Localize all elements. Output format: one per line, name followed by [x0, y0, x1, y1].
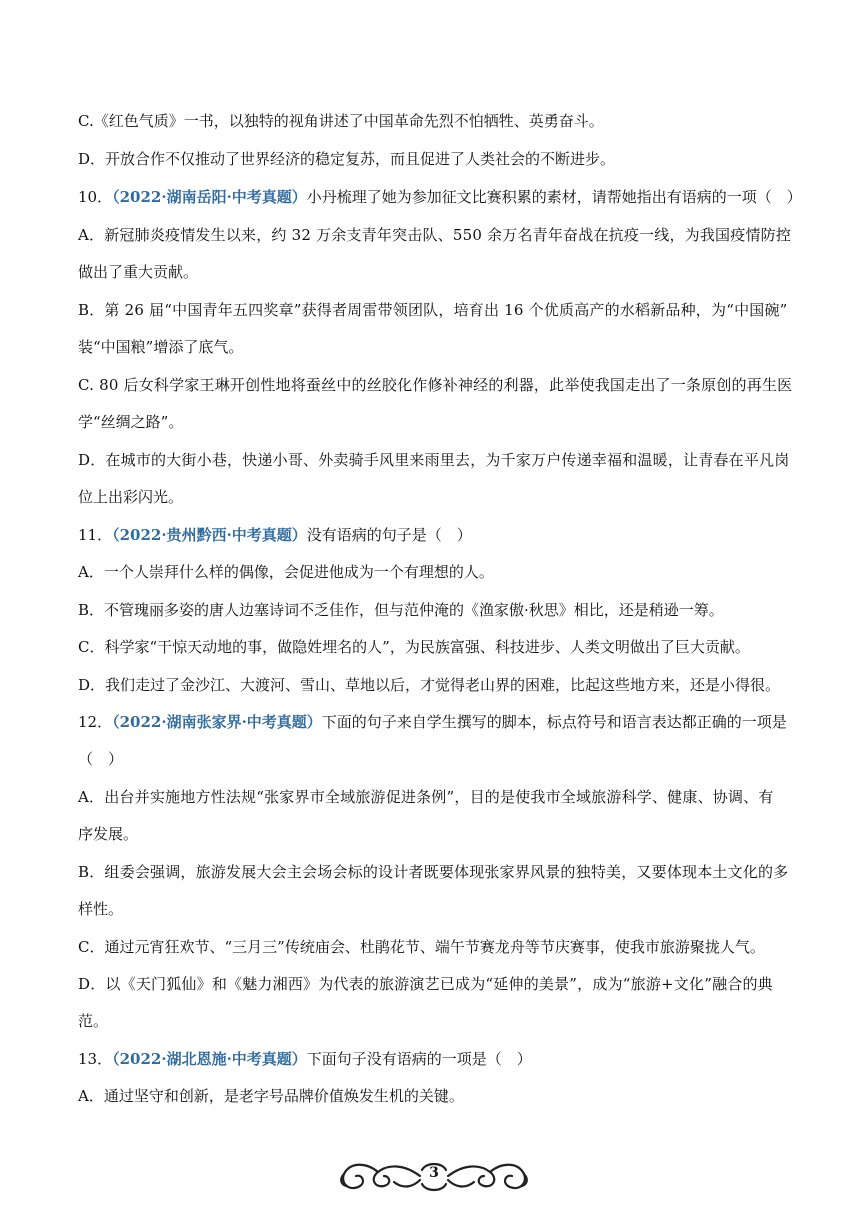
- question-number: 10．: [78, 188, 113, 206]
- question-11: [78, 525, 793, 545]
- option-line: D．我们走过了金沙江、大渡河、雪山、草地以后，才觉得老山界的困难，比起这些地方来，还是小得很。: [78, 676, 781, 694]
- question-number: 12．: [78, 713, 113, 731]
- option-line: A．通过坚守和创新，是老字号品牌价值焕发生机的关键。: [78, 1087, 464, 1105]
- option-line: A．新冠肺炎疫情发生以来，约 32 万余支青年突击队、550 余万名青年奋战在抗疫一线，为我国疫情防控: [78, 226, 792, 244]
- page-number: 3: [429, 1165, 439, 1181]
- option-line: 序发展。: [78, 825, 139, 843]
- option-line: 学“丝绸之路”。: [78, 413, 184, 431]
- question-source: （2022·湖南岳阳·中考真题）: [112, 188, 307, 206]
- question-source: （2022·贵州黔西·中考真题）: [112, 526, 307, 544]
- option-line: B．组委会强调，旅游发展大会主会场会标的设计者既要体现张家界风景的独特美，又要体现本土文化的多: [78, 863, 789, 881]
- question-source: （2022·湖北恩施·中考真题）: [112, 1050, 307, 1068]
- option-line: 位上出彩闪光。: [78, 488, 184, 506]
- option-line: C．科学家“干惊天动地的事，做隐姓埋名的人”，为民族富强、科技进步、人类文明做出了巨大贡献。: [78, 638, 750, 656]
- option-line: A．出台并实施地方性法规“张家界市全域旅游促进条例”，目的是使我市全域旅游科学、健康、协调、有: [78, 788, 774, 806]
- question-number: 13．: [78, 1050, 113, 1068]
- option-line: C. 80 后女科学家王琳开创性地将蚕丝中的丝胶化作修补神经的利器，此举使我国走出了一条原创的再生医: [78, 376, 793, 394]
- question-stem: 下面句子没有语病的一项是（ ）: [306, 1050, 532, 1068]
- option-line: C.《红色气质》一书，以独特的视角讲述了中国革命先烈不怕牺牲、英勇奋斗。: [78, 112, 604, 130]
- question-stem: 小丹梳理了她为参加征文比赛积累的素材，请帮她指出有语病的一项（ ）: [306, 188, 802, 206]
- answer-bracket: （ ）: [78, 750, 124, 768]
- option-line: D．以《天门狐仙》和《魅力湘西》为代表的旅游演艺已成为“延伸的美景”，成为“旅游+文化”融合的典: [78, 975, 773, 993]
- question-number: 11．: [78, 526, 113, 544]
- option-line: B．不管瑰丽多姿的唐人边塞诗词不乏佳作，但与范仲淹的《渔家傲·秋思》相比，还是稍逊一筹。: [78, 601, 724, 619]
- option-line: 装“中国粮”增添了底气。: [78, 338, 244, 356]
- option-line: 做出了重大贡献。: [78, 263, 199, 281]
- option-line: 样性。: [78, 900, 124, 918]
- question-13: [78, 1049, 793, 1069]
- question-12: [78, 712, 793, 732]
- option-line: C．通过元宵狂欢节、“三月三”传统庙会、杜鹃花节、端午节赛龙舟等节庆赛事，使我市旅游聚拢人气。: [78, 938, 765, 956]
- question-10: [78, 187, 802, 207]
- option-line: B．第 26 届“中国青年五四奖章”获得者周雷带领团队，培育出 16 个优质高产的水稻新品种，为“中国碗”: [78, 301, 788, 319]
- option-line: 范。: [78, 1012, 109, 1030]
- question-stem: 没有语病的句子是（ ）: [306, 526, 472, 544]
- option-line: A．一个人崇拜什么样的偶像，会促进他成为一个有理想的人。: [78, 563, 494, 581]
- option-line: D．开放合作不仅推动了世界经济的稳定复苏，而且促进了人类社会的不断进步。: [78, 150, 616, 168]
- option-line: D．在城市的大街小巷，快递小哥、外卖骑手风里来雨里去，为千家万户传递幸福和温暖，让青春在平凡岗: [78, 451, 790, 469]
- question-source: （2022·湖南张家界·中考真题）: [112, 713, 322, 731]
- question-stem: 下面的句子来自学生撰写的脚本，标点符号和语言表达都正确的一项是: [321, 713, 787, 731]
- page-footer: [334, 1152, 534, 1198]
